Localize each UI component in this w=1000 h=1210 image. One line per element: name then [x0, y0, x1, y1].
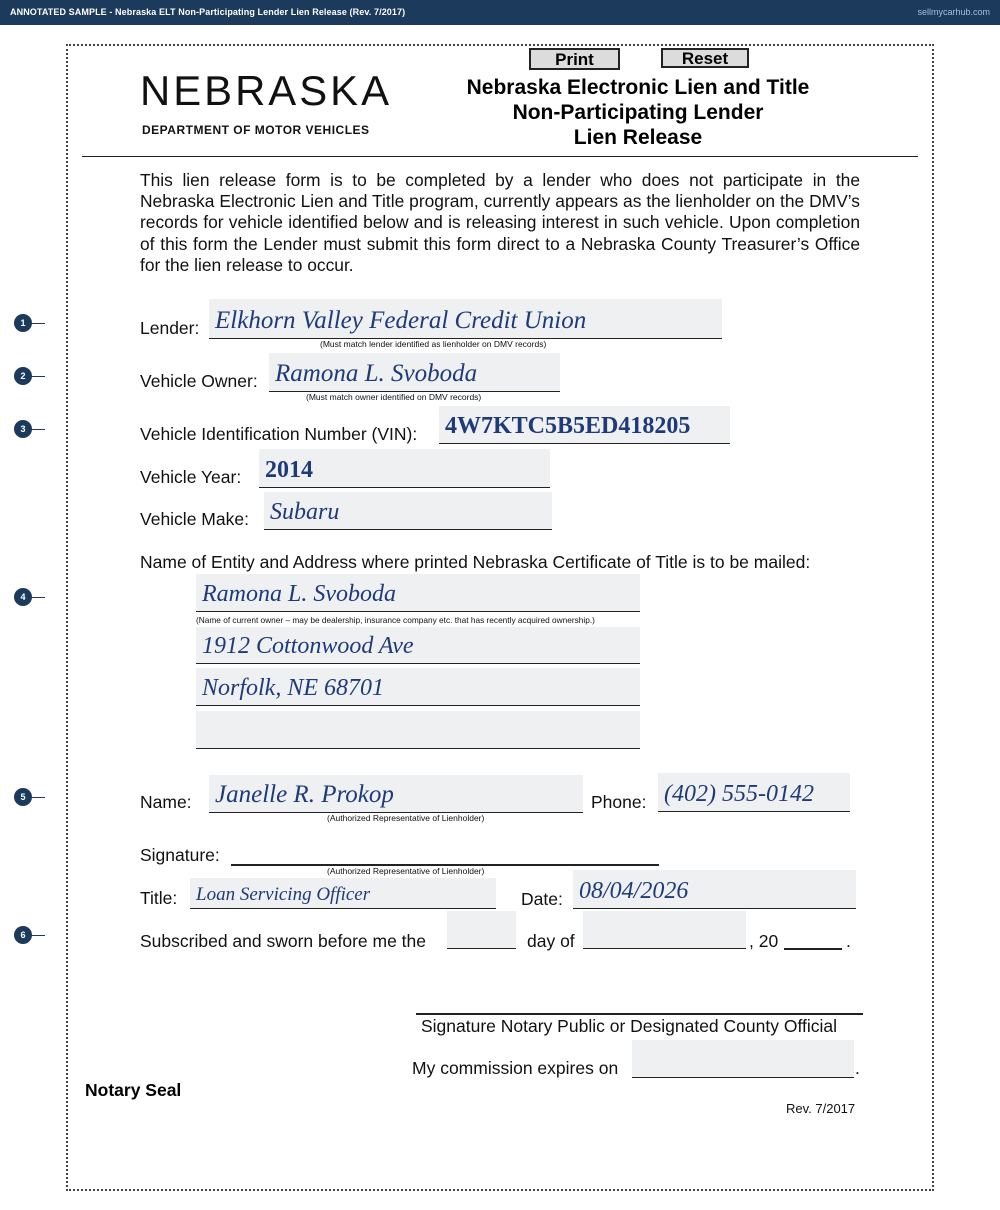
year-field[interactable] — [259, 449, 550, 488]
title-line-3: Lien Release — [573, 126, 703, 149]
annotation-marker-1: 1 — [14, 314, 32, 332]
lender-note: (Must match lender identified as lienholder on DMV records) — [320, 339, 547, 349]
notary-signature-line[interactable] — [416, 1013, 863, 1015]
vin-value: 4W7KTC5B5ED418205 — [445, 413, 691, 439]
mailing-line-1-value: 1912 Cottonwood Ave — [202, 633, 414, 659]
intro-paragraph: This lien release form is to be completed by a lender who does not participate in the Nebraska Electronic Lien and Title program, currently appears as the lienholder on the DMV’s records for vehicle identified below and is releasing interest in such vehicle. Upon completion of this form the Lender must submit this form direct to a Nebraska County Treasurer’s Office for the lien release to occur. — [140, 170, 860, 275]
annotation-marker-2: 2 — [14, 367, 32, 385]
commission-field[interactable] — [632, 1040, 854, 1078]
owner-note: (Must match owner identified on DMV records) — [306, 392, 482, 402]
annotation-marker-6: 6 — [14, 926, 32, 944]
nebraska-logo — [140, 68, 394, 112]
annotation-marker-3: 3 — [14, 420, 32, 438]
sworn-year-line[interactable] — [784, 948, 842, 950]
commission-period: . — [855, 1058, 860, 1078]
rep-name-note: (Authorized Representative of Lienholder) — [327, 813, 485, 823]
mailing-address-line-1[interactable] — [196, 627, 640, 664]
title-field[interactable] — [190, 878, 496, 909]
phone-value: (402) 555-0142 — [664, 781, 814, 807]
sworn-text-3: , 20 — [749, 931, 779, 951]
title-line-1: Nebraska Electronic Lien and Title — [466, 76, 810, 99]
commission-label: My commission expires on — [412, 1058, 619, 1078]
marker-leader — [31, 935, 45, 936]
form-title — [452, 75, 824, 150]
annotation-marker-5: 5 — [14, 788, 32, 806]
date-value: 08/04/2026 — [579, 878, 689, 904]
marker-leader — [31, 323, 45, 324]
rep-name-field[interactable] — [209, 775, 583, 813]
make-field[interactable] — [264, 492, 552, 530]
header-divider — [82, 156, 918, 157]
lender-field[interactable] — [209, 299, 722, 339]
sworn-text-1: Subscribed and sworn before me the — [140, 931, 426, 951]
mailing-name-note: (Name of current owner – may be dealership, insurance company etc. that has recently acquired ownership.) — [196, 615, 595, 625]
title-line-2: Non-Participating Lender — [512, 101, 764, 124]
notary-signature-label: Signature Notary Public or Designated County Official — [421, 1016, 838, 1036]
title-label: Title: — [140, 888, 178, 908]
mailing-label: Name of Entity and Address where printed Nebraska Certificate of Title is to be mailed: — [140, 552, 811, 572]
revision-label: Rev. 7/2017 — [786, 1101, 856, 1116]
notary-seal-label: Notary Seal — [85, 1080, 182, 1100]
signature-note: (Authorized Representative of Lienholder) — [327, 866, 485, 876]
year-value: 2014 — [265, 457, 313, 483]
vin-field[interactable] — [439, 406, 730, 444]
sworn-text-2: day of — [527, 931, 575, 951]
owner-field[interactable] — [269, 353, 560, 392]
banner-site: sellmycarhub.com — [917, 7, 990, 17]
phone-label: Phone: — [591, 792, 647, 812]
reset-button[interactable]: Reset — [661, 48, 749, 68]
top-banner — [0, 0, 1000, 25]
mailing-name-value: Ramona L. Svoboda — [202, 581, 396, 607]
owner-label: Vehicle Owner: — [140, 371, 258, 391]
sworn-month-field[interactable] — [583, 911, 746, 949]
vin-label: Vehicle Identification Number (VIN): — [140, 424, 418, 444]
rep-name-value: Janelle R. Prokop — [215, 781, 394, 808]
mailing-line-2-value: Norfolk, NE 68701 — [202, 675, 385, 701]
lender-label: Lender: — [140, 318, 200, 338]
lender-value: Elkhorn Valley Federal Credit Union — [215, 307, 587, 334]
banner-title: ANNOTATED SAMPLE - Nebraska ELT Non-Participating Lender Lien Release (Rev. 7/2017) — [10, 7, 406, 17]
logo-subtitle: DEPARTMENT OF MOTOR VEHICLES — [142, 123, 370, 137]
mailing-address-line-3[interactable] — [196, 711, 640, 749]
year-label: Vehicle Year: — [140, 467, 242, 487]
sworn-text-4: . — [846, 931, 851, 951]
marker-leader — [31, 429, 45, 430]
make-value: Subaru — [270, 499, 340, 525]
phone-field[interactable] — [658, 773, 850, 812]
title-value: Loan Servicing Officer — [196, 884, 371, 905]
date-label: Date: — [521, 889, 563, 909]
owner-value: Ramona L. Svoboda — [275, 360, 478, 387]
marker-leader — [31, 376, 45, 377]
logo-word-text: NEBRASKA — [140, 68, 392, 112]
annotation-marker-4: 4 — [14, 588, 32, 606]
mailing-name-field[interactable] — [196, 574, 640, 612]
sworn-day-field[interactable] — [447, 911, 516, 949]
make-label: Vehicle Make: — [140, 509, 249, 529]
print-button[interactable]: Print — [529, 48, 620, 70]
mailing-address-line-2[interactable] — [196, 668, 640, 706]
signature-label: Signature: — [140, 845, 220, 865]
marker-leader — [31, 597, 45, 598]
rep-name-label: Name: — [140, 792, 192, 812]
date-field[interactable] — [573, 870, 856, 909]
marker-leader — [31, 797, 45, 798]
